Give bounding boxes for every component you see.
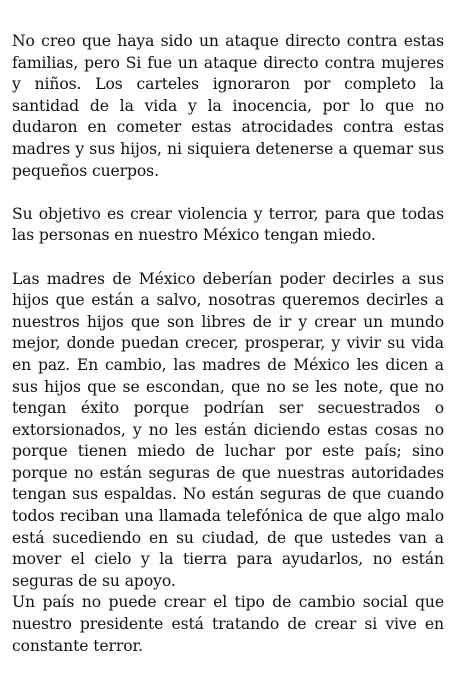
paragraph-4: Un país no puede crear el tipo de cambio social que nuestro presidente está tratando de crear si vive en constante terror. xyxy=(12,593,444,655)
paragraph-3: Las madres de México deberían poder decirles a sus hijos que están a salvo, nosotras queremos decirles a nuestros hijos que son libres de ir y crear un mundo mejor, donde puedan crecer, prosperar, y vivir su vida en paz. En cambio, las madres de México les dicen a sus hijos que se escondan, que no se les note, que no tengan éxito porque podrían ser secuestrados o extorsionados, y no les están diciendo estas cosas no porque tienen miedo de luchar por este país; sino porque no están seguras de que nuestras autoridades tengan sus espaldas. No están seguras de que cuando todos reciban una llamada telefónica de que algo malo está sucediendo en su ciudad, de que ustedes van a mover el cielo y la tierra para ayudarlos, no están seguras de su apoyo. xyxy=(12,269,444,590)
document-body xyxy=(12,31,444,657)
paragraph-1: No creo que haya sido un ataque directo contra estas familias, pero Si fue un ataque directo contra mujeres y niños. Los carteles ignoraron por completo la santidad de la vida y la inocencia, por lo que no dudaron en cometer estas atrocidades contra estas madres y sus hijos, ni siquiera detenerse a quemar sus pequeños cuerpos. xyxy=(12,32,444,180)
paragraph-2: Su objetivo es crear violencia y terror, para que todas las personas en nuestro México tengan miedo. xyxy=(12,204,444,245)
